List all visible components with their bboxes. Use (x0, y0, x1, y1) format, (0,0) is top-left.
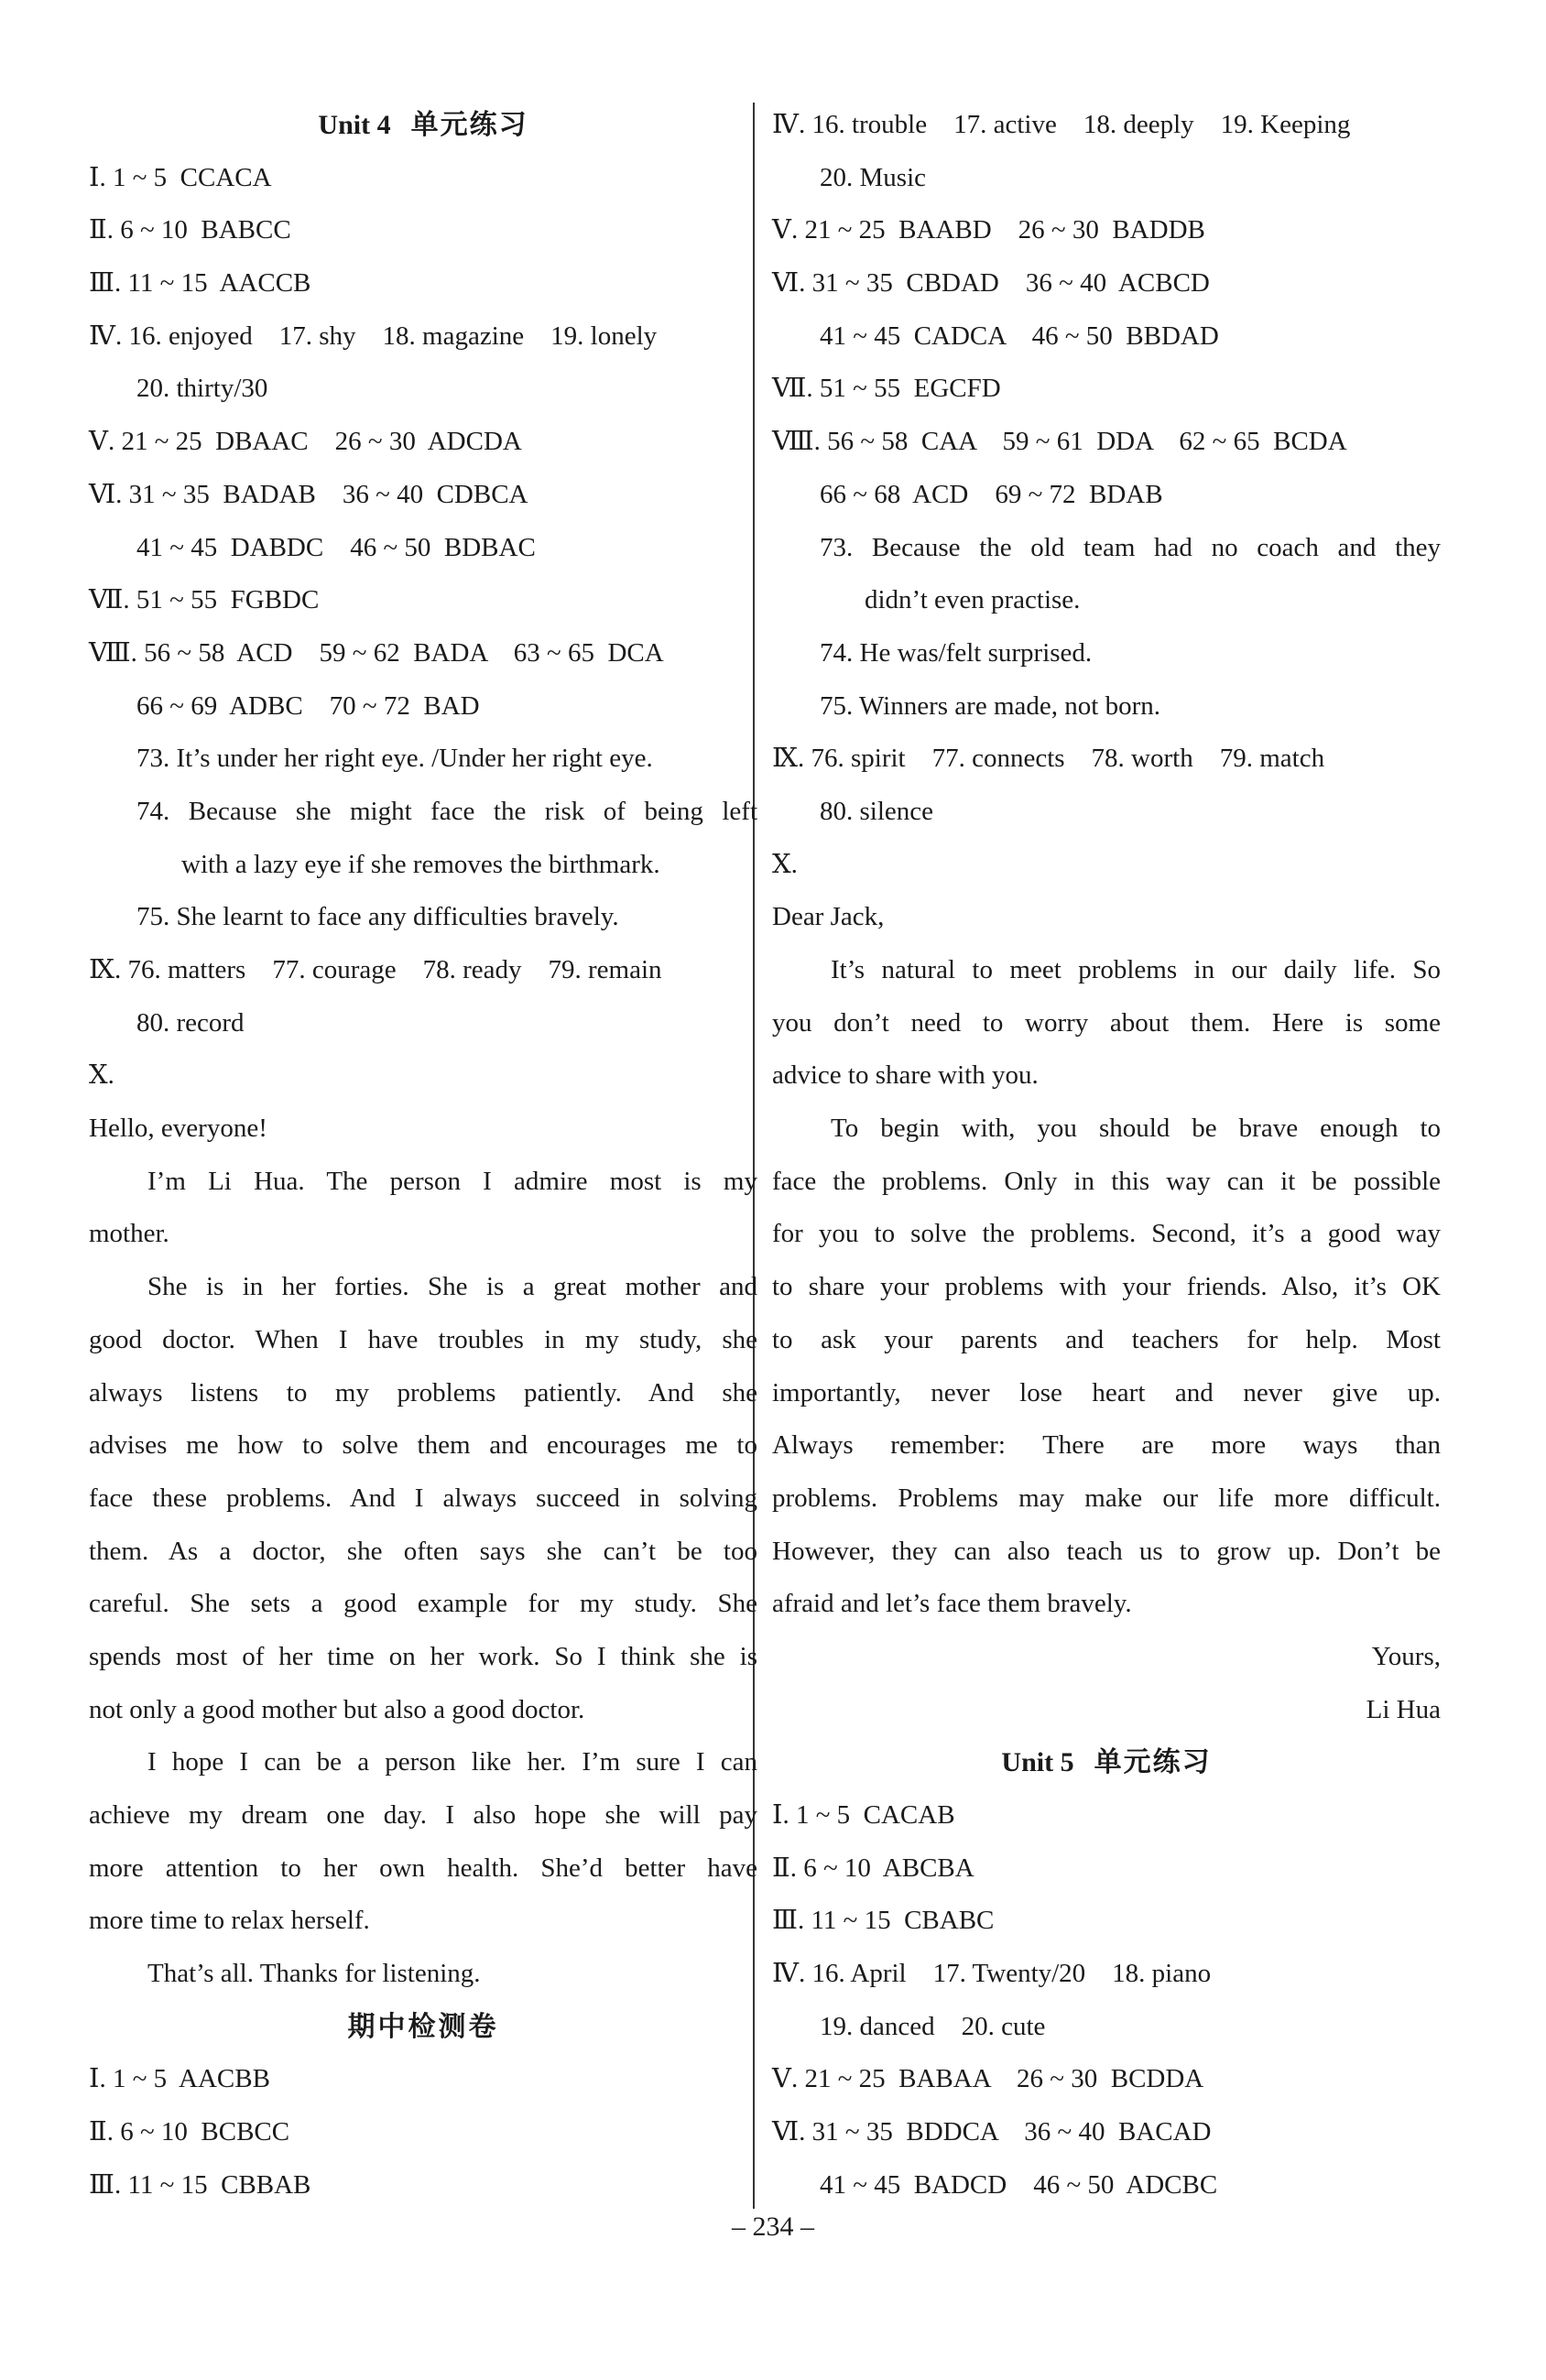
answer-line: Ⅰ. 1 ~ 5 AACBB (89, 2064, 270, 2094)
answer-line: Ⅱ. 6 ~ 10 BCBCC (89, 2117, 290, 2147)
answer-line: Ⅵ. 31 ~ 35 BADAB 36 ~ 40 CDBCA (89, 479, 528, 509)
essay-line: more time to relax herself. (89, 1906, 370, 1936)
answer-line: Ⅸ. 76. matters 77. courage 78. ready 79. remain (89, 955, 662, 984)
essay-line: I hope I can be a person like her. I’m sure I can (147, 1747, 757, 1777)
answer-line: Ⅱ. 6 ~ 10 ABCBA (772, 1853, 974, 1883)
letter-line: to share your problems with your friends. Also, it’s OK (772, 1272, 1441, 1302)
essay-line: She is in her forties. She is a great mother and (147, 1272, 757, 1302)
section-x-label: Ⅹ. (772, 849, 798, 879)
essay-line: achieve my dream one day. I also hope she will pay (89, 1800, 757, 1830)
essay-line: I’m Li Hua. The person I admire most is my (147, 1166, 757, 1196)
essay-line: spends most of her time on her work. So I think she is (89, 1641, 757, 1671)
letter-line: problems. Problems may make our life more difficult. (772, 1483, 1441, 1513)
answer-line: 80. silence (820, 796, 934, 826)
letter-line: to ask your parents and teachers for help. Most (772, 1324, 1441, 1354)
answer-line: Ⅶ. 51 ~ 55 EGCFD (772, 374, 1001, 404)
answer-line: Ⅱ. 6 ~ 10 BABCC (89, 215, 291, 245)
answer-line: 73. Because the old team had no coach and they (820, 532, 1441, 562)
answer-line: 66 ~ 69 ADBC 70 ~ 72 BAD (136, 690, 480, 721)
answer-line: Ⅳ. 16. enjoyed 17. shy 18. magazine 19. lonely (89, 321, 658, 351)
unit5-title-cn: 单元练习 (1094, 1746, 1212, 1779)
unit5-heading (772, 1736, 1441, 1789)
essay-line: more attention to her own health. She’d better have (89, 1853, 757, 1883)
letter-line: To begin with, you should be brave enough to (831, 1114, 1441, 1144)
essay-line: not only a good mother but also a good doctor. (89, 1694, 585, 1724)
essay-line: mother. (89, 1219, 169, 1249)
answer-line: Ⅰ. 1 ~ 5 CCACA (89, 162, 272, 192)
answer-line: 75. She learnt to face any difficulties bravely. (136, 902, 619, 932)
answer-line: with a lazy eye if she removes the birthmark. (181, 849, 660, 879)
answer-line: Ⅴ. 21 ~ 25 DBAAC 26 ~ 30 ADCDA (89, 427, 522, 457)
answer-line: Ⅲ. 11 ~ 15 AACCB (89, 268, 311, 299)
letter-line: for you to solve the problems. Second, it’s a good way (772, 1219, 1441, 1249)
answer-line: Ⅳ. 16. April 17. Twenty/20 18. piano (772, 1959, 1212, 1989)
essay-line: face these problems. And I always succeed in solving (89, 1483, 757, 1513)
unit5-title: Unit 5 (1001, 1747, 1074, 1778)
answer-line: Ⅴ. 21 ~ 25 BABAA 26 ~ 30 BCDDA (772, 2064, 1204, 2094)
answer-line: Ⅷ. 56 ~ 58 ACD 59 ~ 62 BADA 63 ~ 65 DCA (89, 637, 664, 668)
letter-signature: Li Hua (1366, 1694, 1441, 1724)
letter-line: advice to share with you. (772, 1060, 1039, 1091)
answer-line: Ⅵ. 31 ~ 35 CBDAD 36 ~ 40 ACBCD (772, 268, 1210, 299)
answer-line: 74. Because she might face the risk of being left (136, 796, 757, 826)
essay-line: good doctor. When I have troubles in my study, she (89, 1324, 757, 1354)
left-column (89, 99, 757, 2212)
answer-line: Ⅴ. 21 ~ 25 BAABD 26 ~ 30 BADDB (772, 215, 1205, 245)
unit4-heading (89, 99, 757, 152)
letter-line: It’s natural to meet problems in our daily life. So (831, 955, 1441, 984)
letter-closing: Yours, (1371, 1641, 1441, 1671)
answer-line: didn’t even practise. (865, 585, 1081, 615)
essay-line: That’s all. Thanks for listening. (147, 1959, 481, 1989)
essay-line: them. As a doctor, she often says she can’t be too (89, 1536, 757, 1566)
unit4-title: Unit 4 (318, 110, 391, 140)
section-x-label: Ⅹ. (89, 1060, 114, 1091)
essay-line: always listens to my problems patiently. And she (89, 1377, 757, 1407)
answer-line: 66 ~ 68 ACD 69 ~ 72 BDAB (820, 479, 1163, 509)
answer-line: 80. record (136, 1007, 245, 1038)
answer-line: 41 ~ 45 BADCD 46 ~ 50 ADCBC (820, 2169, 1218, 2200)
answer-line: Ⅲ. 11 ~ 15 CBABC (772, 1906, 995, 1936)
answer-line: 20. Music (820, 162, 926, 192)
answer-line: Ⅲ. 11 ~ 15 CBBAB (89, 2169, 311, 2200)
letter-greeting: Dear Jack, (772, 902, 885, 932)
unit4-title-cn: 单元练习 (410, 109, 528, 141)
midterm-heading: 期中检测卷 (347, 2010, 499, 2043)
answer-line: 75. Winners are made, not born. (820, 690, 1160, 721)
answer-line: Ⅰ. 1 ~ 5 CACAB (772, 1800, 955, 1830)
answer-line: Ⅸ. 76. spirit 77. connects 78. worth 79. match (772, 744, 1325, 774)
letter-line: you don’t need to worry about them. Here is some (772, 1007, 1441, 1038)
letter-line: Always remember: There are more ways than (772, 1430, 1441, 1461)
essay-greeting: Hello, everyone! (89, 1114, 267, 1144)
essay-line: careful. She sets a good example for my study. She (89, 1589, 757, 1619)
answer-line: 73. It’s under her right eye. /Under her right eye. (136, 744, 653, 774)
letter-line: importantly, never lose heart and never give up. (772, 1377, 1441, 1407)
letter-line: face the problems. Only in this way can it be possible (772, 1166, 1441, 1196)
answer-line: Ⅵ. 31 ~ 35 BDDCA 36 ~ 40 BACAD (772, 2117, 1212, 2147)
right-column (772, 99, 1441, 2212)
letter-line: However, they can also teach us to grow up. Don’t be (772, 1536, 1441, 1566)
answer-line: Ⅳ. 16. trouble 17. active 18. deeply 19. Keeping (772, 110, 1351, 139)
answer-line: 41 ~ 45 CADCA 46 ~ 50 BBDAD (820, 321, 1219, 351)
page-number: – 234 – (732, 2212, 814, 2242)
answer-line: Ⅷ. 56 ~ 58 CAA 59 ~ 61 DDA 62 ~ 65 BCDA (772, 427, 1347, 457)
answer-line: 41 ~ 45 DABDC 46 ~ 50 BDBAC (136, 532, 536, 562)
answer-line: 20. thirty/30 (136, 374, 268, 404)
essay-line: advises me how to solve them and encourages me to (89, 1430, 757, 1461)
answer-line: Ⅶ. 51 ~ 55 FGBDC (89, 585, 320, 615)
answer-line: 74. He was/felt surprised. (820, 637, 1093, 668)
answer-line: 19. danced 20. cute (820, 2011, 1046, 2041)
letter-line: afraid and let’s face them bravely. (772, 1589, 1132, 1619)
